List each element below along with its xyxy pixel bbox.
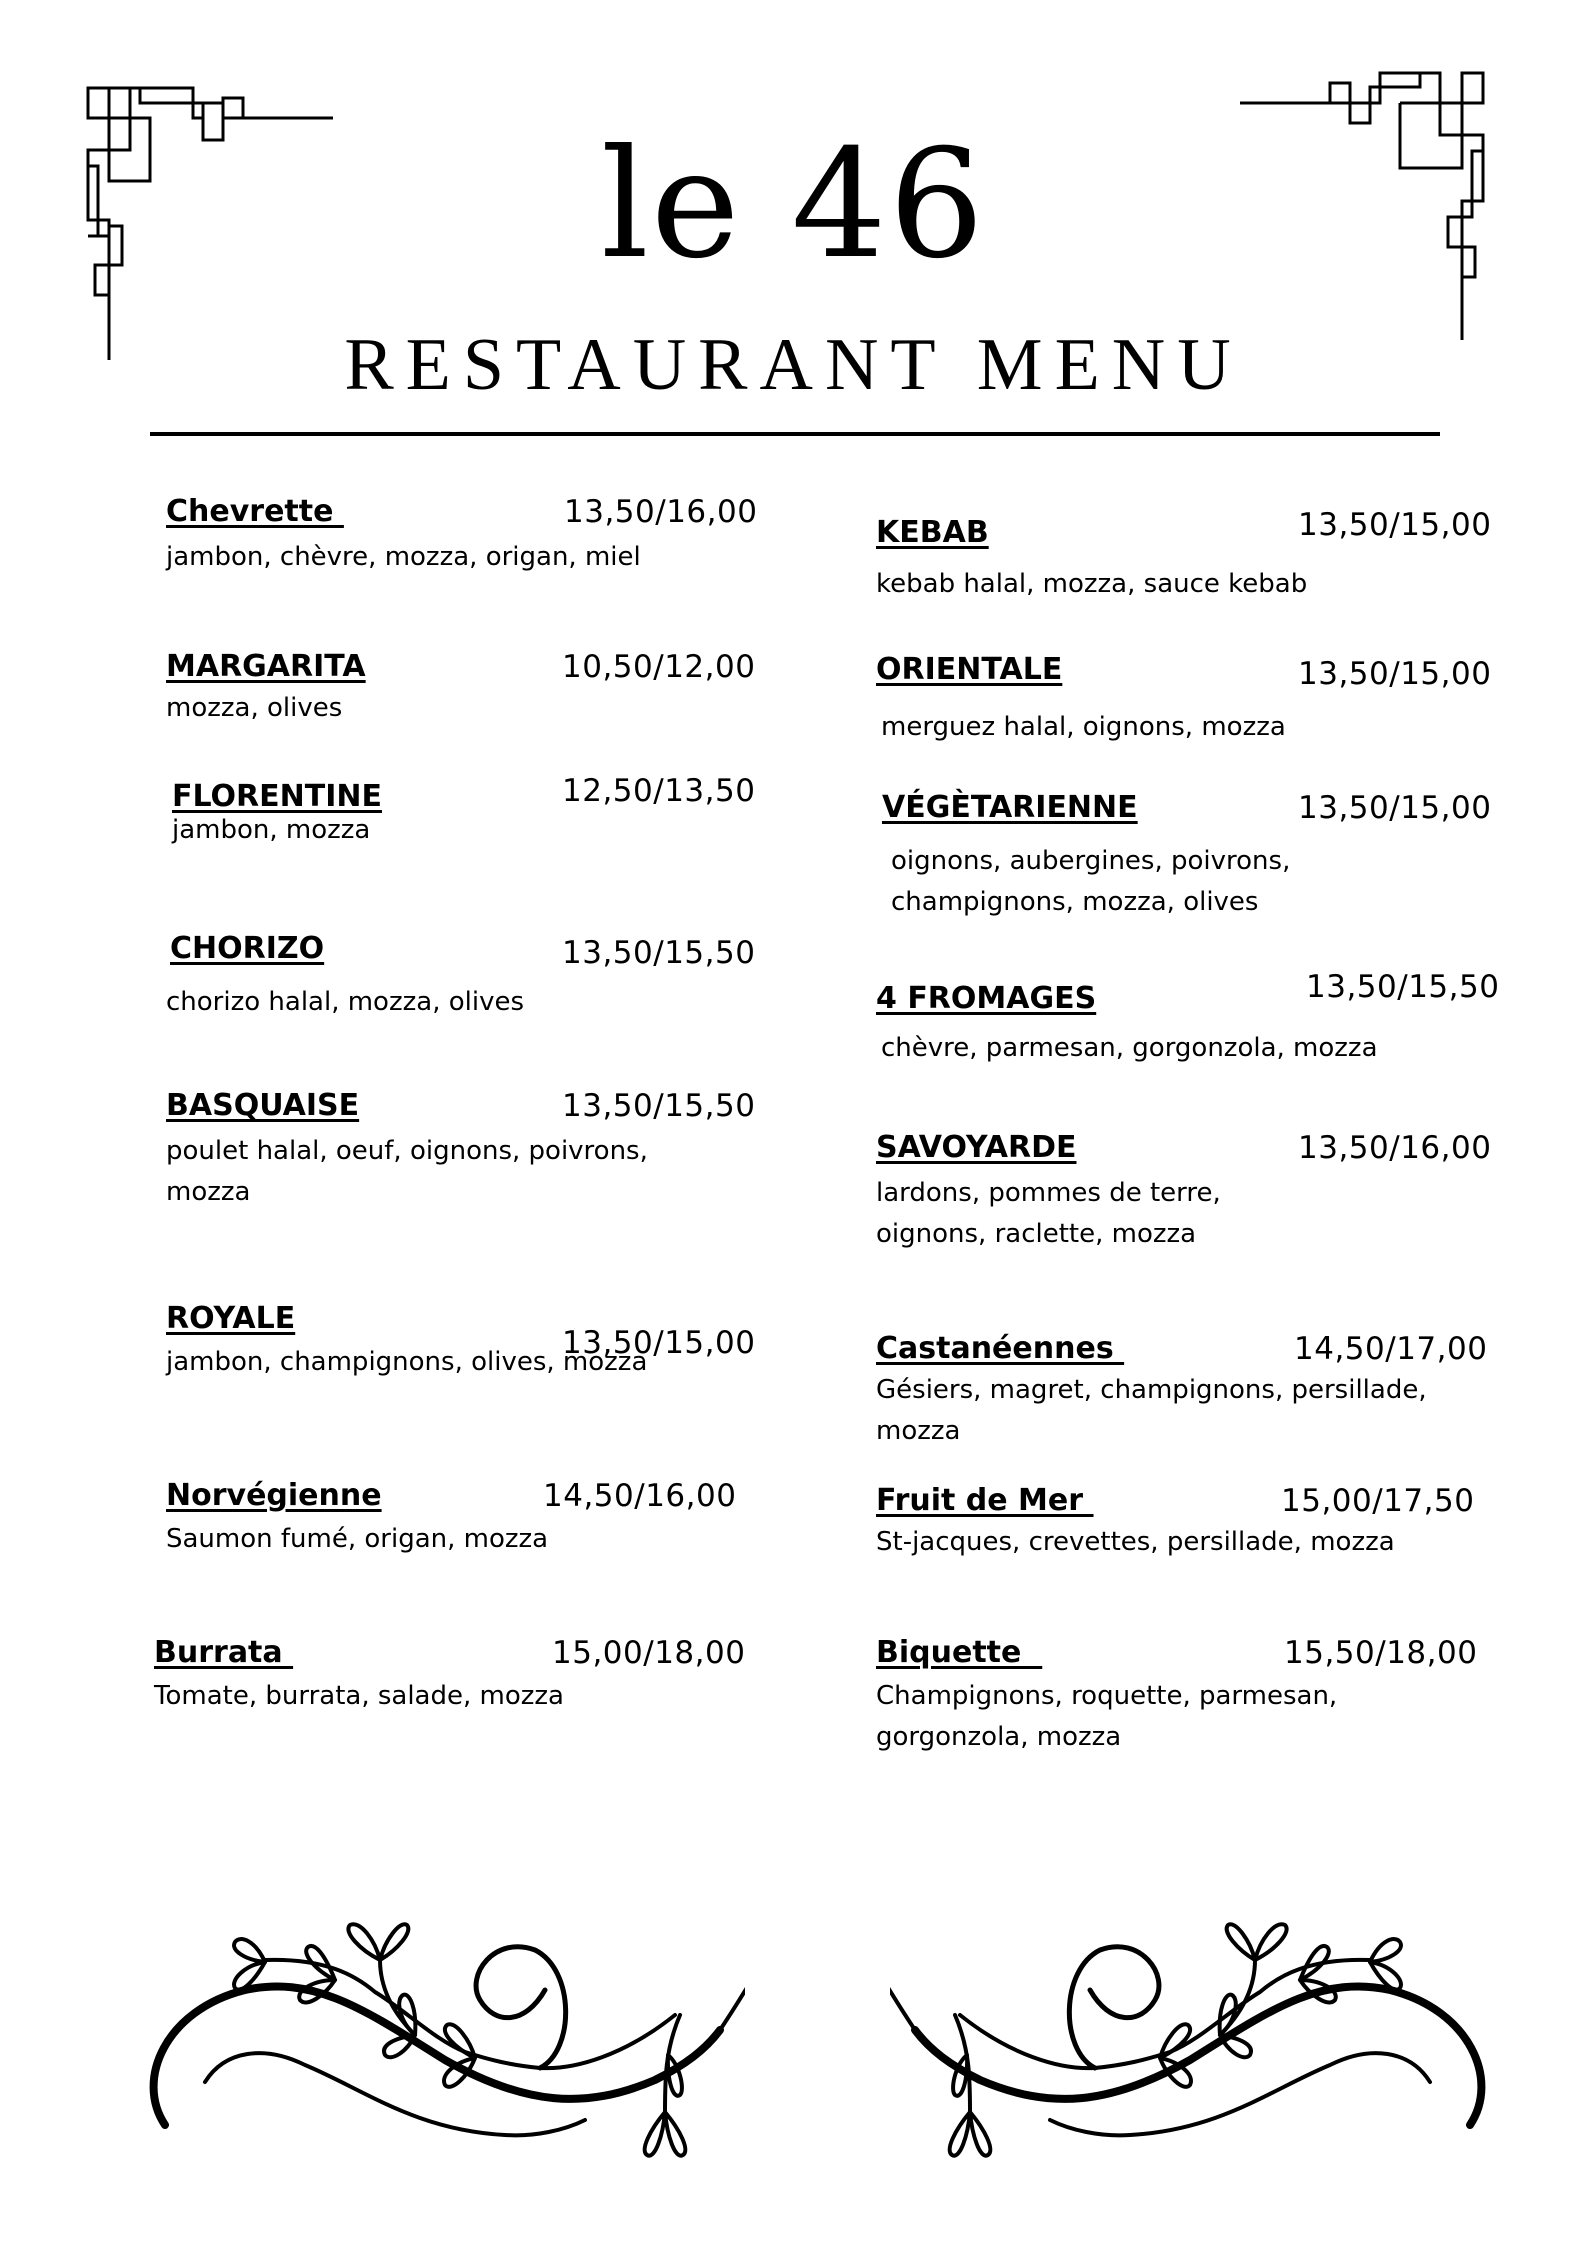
item-price: 10,50/12,00: [562, 649, 756, 685]
menu-item: [876, 969, 1500, 1100]
menu-item: [166, 1300, 776, 1420]
item-price: 15,00/17,50: [1281, 1483, 1475, 1519]
item-name: BASQUAISE: [166, 1088, 360, 1123]
item-description: kebab halal, mozza, sauce kebab: [876, 569, 1308, 599]
item-price: 12,50/13,50: [562, 773, 756, 809]
restaurant-name: le 46: [600, 118, 987, 292]
item-price: 14,50/16,00: [543, 1478, 737, 1514]
item-name: 4 FROMAGES: [876, 981, 1097, 1016]
header-divider: [150, 432, 1440, 436]
menu-item: [154, 1634, 764, 1754]
item-price: 13,50/16,00: [1298, 1130, 1492, 1166]
menu-item: [166, 648, 776, 768]
menu-item: [876, 1129, 1492, 1249]
item-name: SAVOYARDE: [876, 1130, 1077, 1165]
item-price: 13,50/15,50: [562, 935, 756, 971]
item-price: 13,50/15,50: [562, 1088, 756, 1124]
item-description: chorizo halal, mozza, olives: [166, 987, 525, 1017]
item-description: jambon, champignons, olives, mozza: [166, 1347, 648, 1377]
menu-item: [166, 1477, 776, 1597]
item-name: Fruit de Mer: [876, 1483, 1094, 1518]
menu-item: [876, 1634, 1486, 1754]
menu-item: [166, 930, 780, 1050]
menu-item: [876, 1482, 1486, 1602]
item-price: 13,50/15,00: [1298, 656, 1492, 692]
menu-subtitle: RESTAURANT MENU: [344, 324, 1243, 406]
item-name: ORIENTALE: [876, 652, 1063, 687]
floral-flourish-icon: [890, 1880, 1490, 2185]
item-name: FLORENTINE: [172, 779, 382, 814]
item-name: VÉGÈTARIENNE: [882, 790, 1138, 825]
item-name: Chevrette: [166, 494, 344, 529]
item-name: KEBAB: [876, 515, 989, 550]
item-price: 13,50/16,00: [564, 494, 758, 530]
menu-item: [166, 493, 776, 613]
item-description: mozza, olives: [166, 693, 343, 723]
item-description: lardons, pommes de terre, oignons, raclette, mozza: [876, 1178, 1221, 1249]
item-price: 13,50/15,00: [562, 1325, 756, 1361]
menu-item: [166, 1087, 776, 1207]
menu-item: [876, 651, 1492, 771]
item-description: jambon, chèvre, mozza, origan, miel: [166, 542, 641, 572]
item-name: ROYALE: [166, 1301, 296, 1336]
item-name: Biquette: [876, 1635, 1043, 1670]
item-description: Gésiers, magret, champignons, persillade, mozza: [876, 1375, 1427, 1446]
floral-flourish-icon: [145, 1880, 745, 2185]
item-name: Castanéennes: [876, 1331, 1125, 1366]
item-description: St-jacques, crevettes, persillade, mozza: [876, 1527, 1395, 1557]
item-name: MARGARITA: [166, 649, 366, 684]
item-price: 13,50/15,00: [1298, 790, 1492, 826]
item-description: chèvre, parmesan, gorgonzola, mozza: [881, 1033, 1378, 1063]
item-name: Norvégienne: [166, 1478, 382, 1513]
item-price: 13,50/15,50: [1306, 969, 1500, 1005]
menu-item: [876, 507, 1492, 634]
item-price: 14,50/17,00: [1294, 1331, 1488, 1367]
item-name: Burrata: [154, 1635, 294, 1670]
item-description: Tomate, burrata, salade, mozza: [154, 1681, 564, 1711]
item-description: poulet halal, oeuf, oignons, poivrons, mozza: [166, 1136, 648, 1207]
menu-item: [876, 1330, 1486, 1450]
item-price: 15,50/18,00: [1284, 1635, 1478, 1671]
item-price: 13,50/15,00: [1298, 507, 1492, 543]
item-description: merguez halal, oignons, mozza: [881, 712, 1286, 742]
item-description: oignons, aubergines, poivrons, champignons, mozza, olives: [891, 846, 1291, 917]
menu-item: [172, 773, 782, 898]
item-description: jambon, mozza: [172, 815, 371, 845]
item-description: Saumon fumé, origan, mozza: [166, 1524, 549, 1554]
menu-item: [882, 789, 1492, 917]
item-price: 15,00/18,00: [552, 1635, 746, 1671]
item-description: Champignons, roquette, parmesan, gorgonzola, mozza: [876, 1681, 1338, 1752]
item-name: CHORIZO: [170, 931, 325, 966]
